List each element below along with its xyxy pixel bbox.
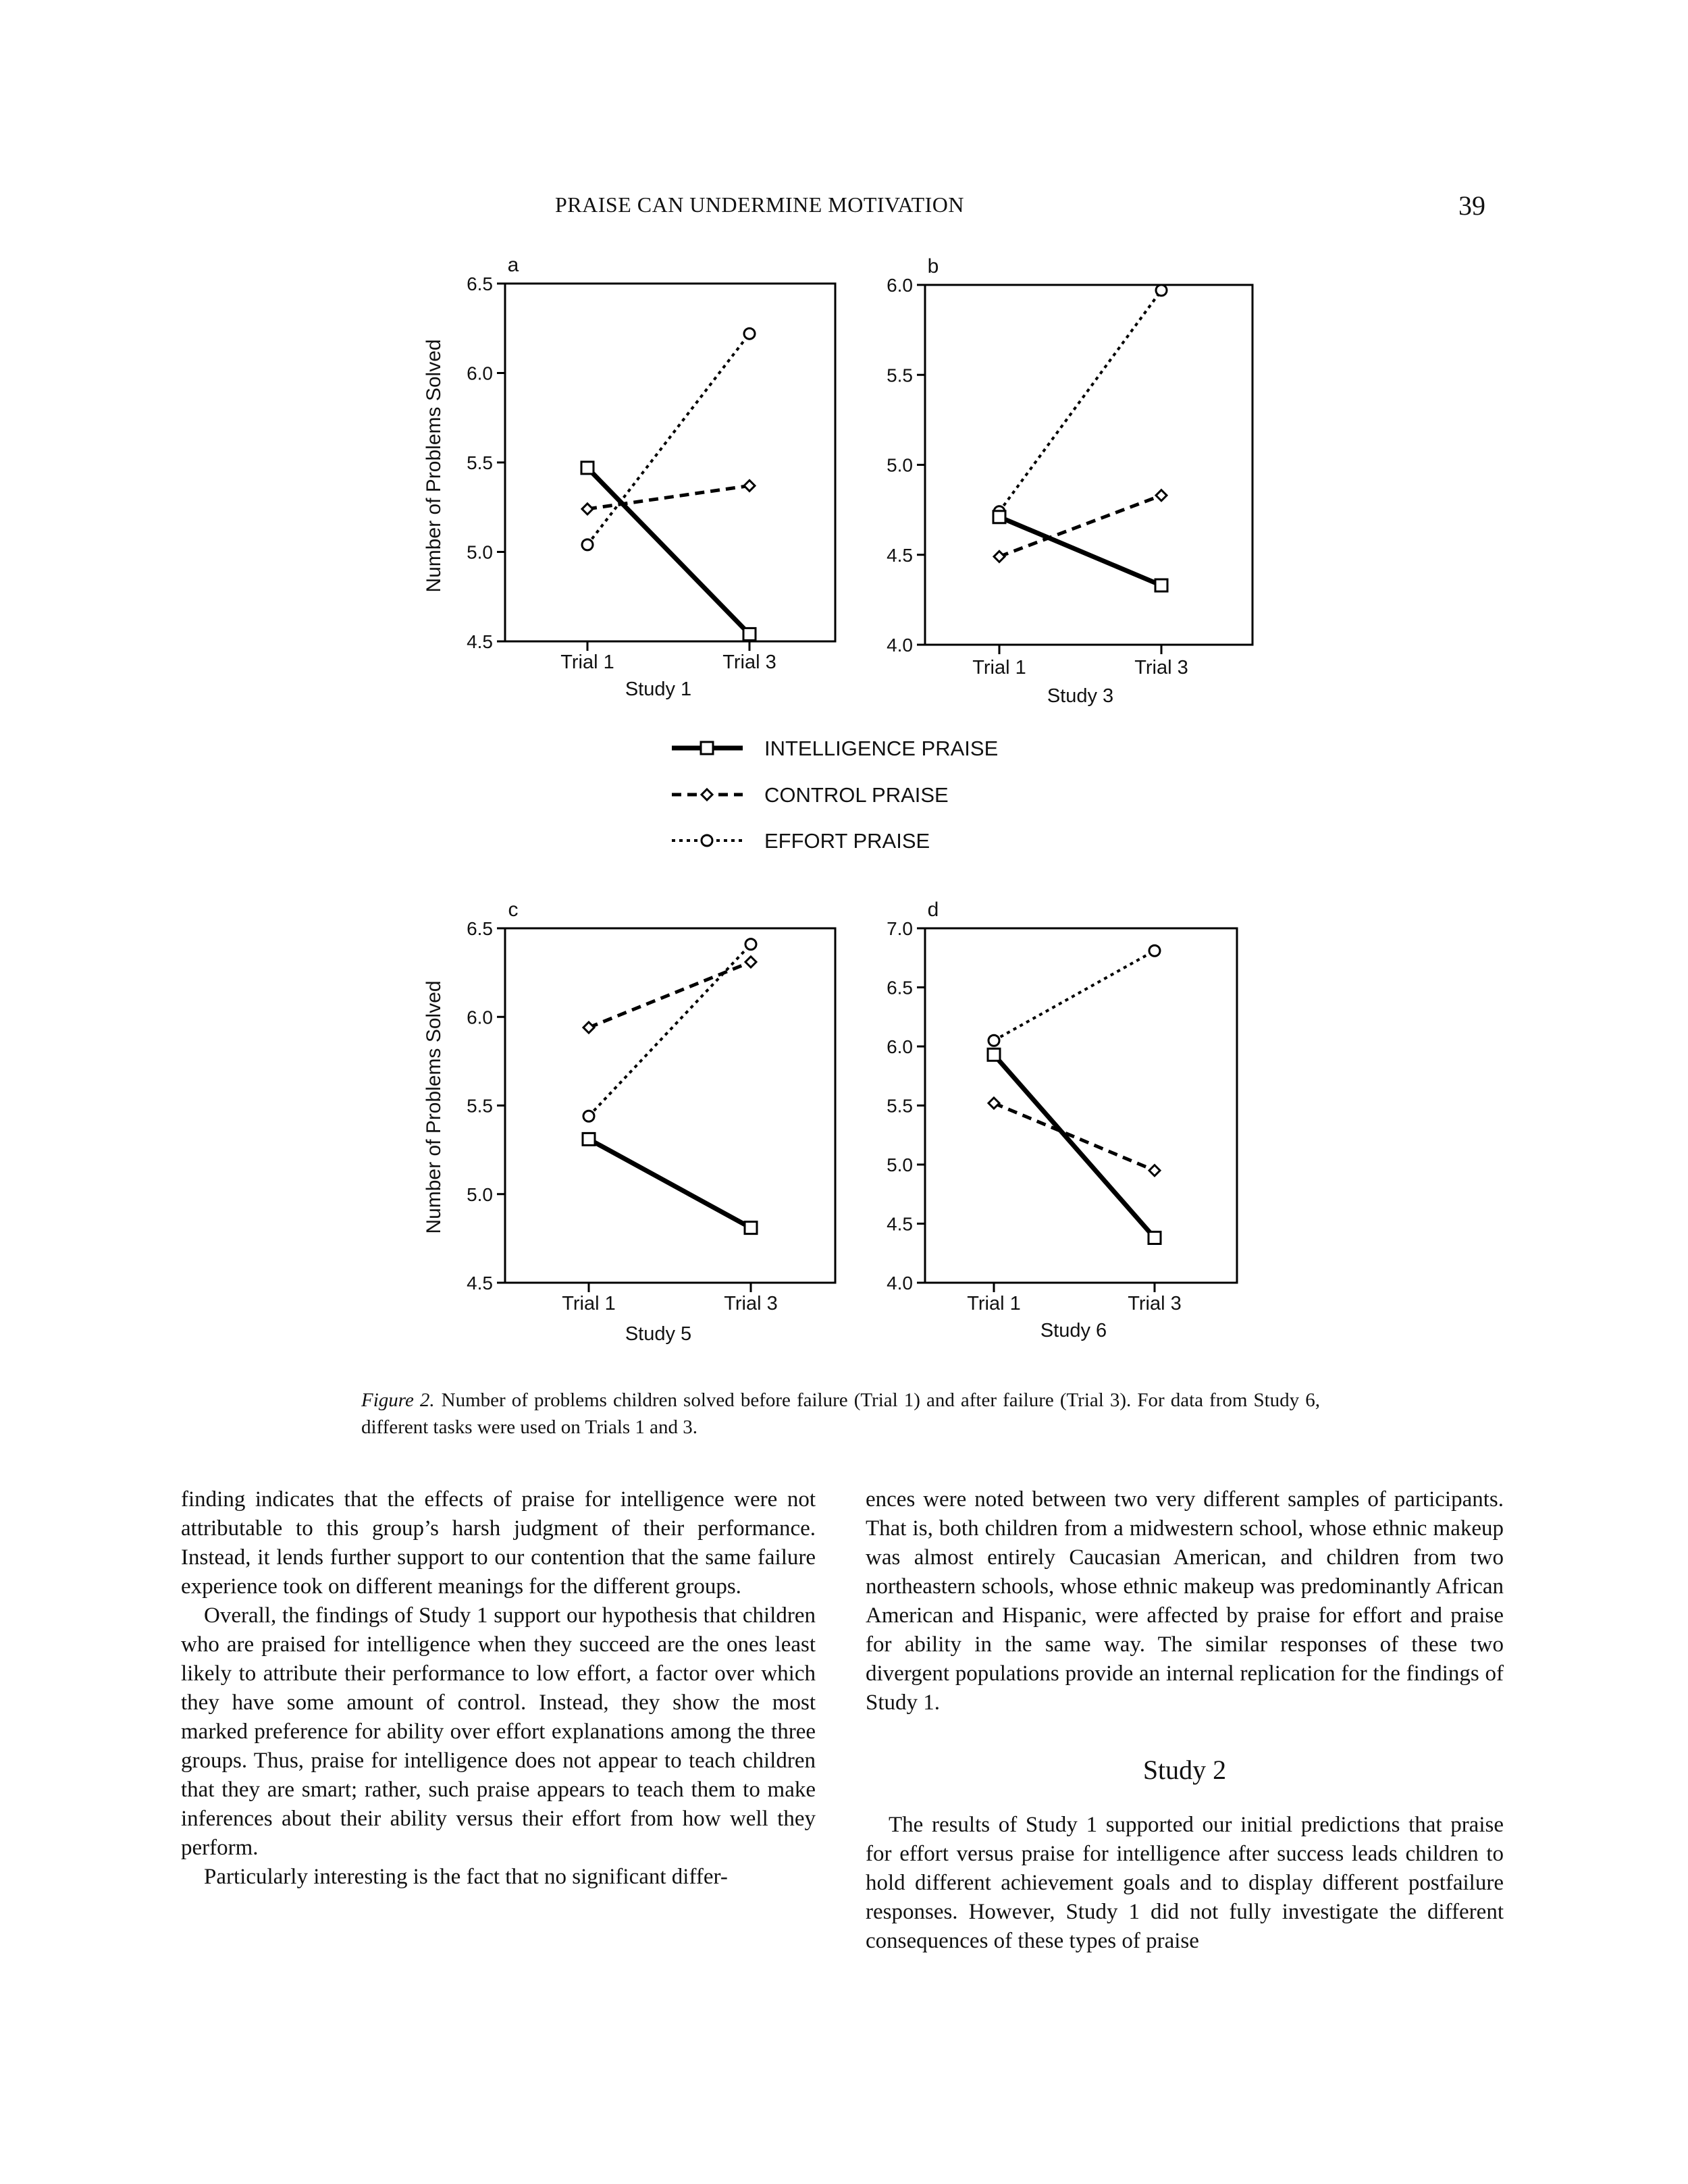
y-tick-label: 4.0	[887, 635, 913, 656]
y-tick-label: 6.0	[887, 1036, 913, 1057]
x-tick-label: Trial 3	[722, 651, 776, 673]
square-marker	[745, 1222, 757, 1234]
diamond-marker	[988, 1098, 999, 1109]
diamond-marker	[1149, 1165, 1160, 1176]
figure-caption	[361, 1387, 1320, 1441]
caption-text: Number of problems children solved before failure (Trial 1) and after failure (Trial 3). For data from Study 6, different tasks were used on Trials 1 and 3.	[361, 1389, 1320, 1438]
y-tick-label: 4.5	[467, 631, 493, 652]
circle-marker	[583, 1111, 594, 1121]
y-tick-label: 6.0	[467, 1007, 493, 1028]
panel-letter: b	[927, 255, 939, 277]
right-column	[866, 1485, 1504, 1956]
circle-marker	[745, 939, 756, 950]
study-label: Study 3	[1047, 685, 1114, 707]
page-number: 39	[1458, 190, 1485, 221]
y-tick-label: 6.5	[467, 918, 493, 939]
y-tick-label: 5.5	[467, 452, 493, 473]
x-tick-label: Trial 1	[972, 657, 1026, 678]
legend	[672, 737, 998, 853]
paragraph: ences were noted between two very different samples of participants. That is, both children from a midwestern school, whose ethnic makeup was almost entirely Caucasian American, and children from two northeastern schools, whose ethnic makeup was predominantly African American and Hispanic, were affected by praise for effort and praise for ability in the same way. The similar responses of these two divergent populations provide an internal replication for the findings of Study 1.	[866, 1487, 1504, 1715]
series-line-control-praise	[587, 485, 749, 508]
paragraph: The results of Study 1 supported our initial predictions that praise for effort versus praise for intelligence after success leads children to hold different achievement goals and to display different postfailure responses. However, Study 1 did not fully investigate the different consequences of these types of praise	[866, 1813, 1504, 1953]
diamond-marker	[583, 1022, 594, 1033]
plot-frame	[925, 285, 1252, 645]
legend-label: CONTROL PRAISE	[764, 783, 949, 807]
square-marker	[988, 1048, 1000, 1061]
y-tick-label: 5.5	[467, 1095, 493, 1117]
legend-label: INTELLIGENCE PRAISE	[764, 737, 999, 760]
series-line-effort-praise	[587, 334, 749, 545]
plot-frame	[505, 928, 835, 1283]
y-tick-label: 6.0	[467, 363, 493, 384]
study-label: Study 1	[625, 678, 692, 700]
y-tick-label: 6.0	[887, 275, 913, 296]
paragraph: Particularly interesting is the fact that no significant differ-	[204, 1865, 728, 1889]
y-tick-label: 4.5	[887, 1213, 913, 1235]
y-tick-label: 5.0	[467, 1183, 493, 1205]
diamond-marker	[745, 957, 756, 967]
x-tick-label: Trial 1	[560, 651, 614, 673]
legend-label: EFFORT PRAISE	[764, 829, 930, 853]
series-line-effort-praise	[589, 944, 751, 1117]
y-tick-label: 5.0	[887, 1154, 913, 1175]
x-tick-label: Trial 3	[724, 1293, 778, 1314]
y-axis-label: Number of Problems Solved	[423, 980, 445, 1234]
y-tick-label: 5.5	[887, 365, 913, 386]
circle-marker	[988, 1035, 999, 1046]
x-tick-label: Trial 1	[967, 1293, 1021, 1314]
y-tick-label: 5.0	[467, 541, 493, 563]
diamond-marker	[1156, 490, 1167, 501]
y-tick-label: 4.0	[887, 1273, 913, 1294]
diamond-marker	[994, 551, 1005, 562]
y-tick-label: 6.5	[887, 977, 913, 998]
paragraph: Overall, the findings of Study 1 support our hypothesis that children who are praised for intelligence when they succeed are the ones least likely to attribute their performance to low effort, a factor over which they have some amount of control. Instead, they show the most marked preference for ability over effort explanations among the three groups. Thus, praise for intelligence does not appear to teach children that they are smart; rather, such praise appears to teach them to make inferences about their ability versus their effort from how well they perform.	[181, 1603, 816, 1860]
circle-marker	[744, 328, 755, 339]
series-line-intelligence-praise	[589, 1139, 751, 1227]
panel-letter: c	[508, 899, 519, 921]
chart-panel-c	[423, 899, 835, 1345]
square-marker	[583, 1133, 595, 1145]
series-line-control-praise	[994, 1103, 1155, 1171]
plot-frame	[925, 928, 1237, 1283]
chart-panel-b	[887, 255, 1252, 707]
series-line-control-praise	[589, 962, 751, 1028]
chart-panel-d	[887, 899, 1237, 1341]
panel-letter: d	[927, 899, 939, 921]
circle-marker	[582, 539, 593, 550]
panel-letter: a	[507, 254, 519, 276]
series-line-intelligence-praise	[994, 1055, 1155, 1237]
x-tick-label: Trial 3	[1134, 657, 1188, 678]
circle-marker	[1156, 285, 1167, 296]
series-line-effort-praise	[999, 290, 1161, 512]
y-tick-label: 6.5	[467, 273, 493, 294]
y-axis-label: Number of Problems Solved	[423, 339, 445, 593]
running-title: PRAISE CAN UNDERMINE MOTIVATION	[554, 192, 965, 217]
diamond-marker	[702, 789, 712, 800]
circle-marker	[702, 835, 712, 846]
square-marker	[743, 628, 756, 640]
square-marker	[1155, 579, 1167, 591]
series-line-effort-praise	[994, 951, 1155, 1040]
caption-label: Figure 2.	[361, 1389, 435, 1411]
section-heading: Study 2	[1142, 1755, 1227, 1785]
y-tick-label: 4.5	[887, 544, 913, 566]
square-marker	[993, 511, 1005, 523]
plot-frame	[505, 284, 835, 641]
x-tick-label: Trial 1	[562, 1293, 616, 1314]
paragraph: finding indicates that the effects of praise for intelligence were not attributable to this group’s harsh judgment of their performance. Instead, it lends further support to our contention that the same failure experience took on different meanings for the different groups.	[181, 1487, 816, 1599]
square-marker	[1149, 1232, 1161, 1244]
circle-marker	[1149, 945, 1160, 956]
series-line-intelligence-praise	[587, 468, 749, 634]
y-tick-label: 5.5	[887, 1095, 913, 1117]
square-marker	[701, 742, 713, 754]
y-tick-label: 5.0	[887, 454, 913, 476]
left-column	[181, 1485, 816, 1892]
y-tick-label: 7.0	[887, 918, 913, 939]
study-label: Study 5	[625, 1323, 692, 1345]
y-tick-label: 4.5	[467, 1273, 493, 1294]
x-tick-label: Trial 3	[1128, 1293, 1182, 1314]
study-label: Study 6	[1040, 1320, 1107, 1341]
chart-panel-a	[423, 254, 835, 700]
square-marker	[581, 462, 594, 474]
diamond-marker	[744, 480, 755, 491]
diamond-marker	[582, 504, 593, 514]
